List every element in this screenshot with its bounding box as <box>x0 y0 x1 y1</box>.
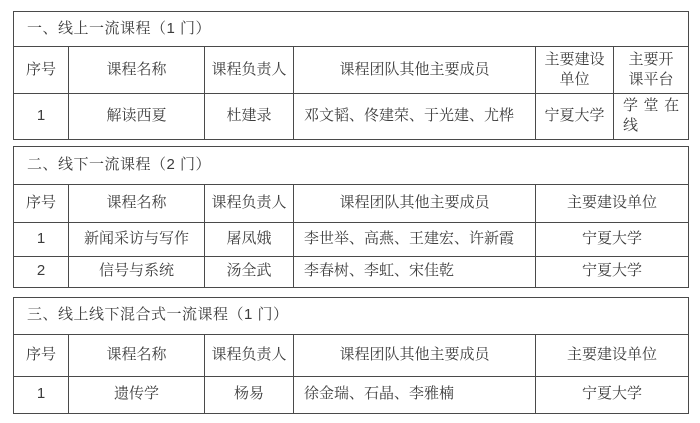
course-name-cell: 信号与系统 <box>69 256 205 287</box>
column-header-organization: 主要建设单位 <box>536 334 689 376</box>
seq-cell: 2 <box>14 256 69 287</box>
column-header-members: 课程团队其他主要成员 <box>294 334 536 376</box>
members-cell: 李世举、高燕、王建宏、许新霞 <box>294 222 536 256</box>
header-row <box>14 184 689 222</box>
section-title: 三、线上线下混合式一流课程（1 门） <box>14 297 689 334</box>
offline-courses-table <box>13 146 689 288</box>
section-title-row <box>14 146 689 184</box>
header-row <box>14 334 689 376</box>
section-title: 一、线上一流课程（1 门） <box>14 12 689 47</box>
blended-courses-table <box>13 297 689 414</box>
course-name-cell: 解读西夏 <box>69 94 205 140</box>
leader-cell: 杨易 <box>205 376 294 413</box>
seq-cell: 1 <box>14 94 69 140</box>
column-header-members: 课程团队其他主要成员 <box>294 47 536 94</box>
section-title: 二、线下一流课程（2 门） <box>14 146 689 184</box>
section-title-row <box>14 12 689 47</box>
leader-cell: 杜建录 <box>205 94 294 140</box>
organization-cell: 宁夏大学 <box>536 222 689 256</box>
column-header-platform: 主要开课平台 <box>614 47 689 94</box>
members-cell: 徐金瑞、石晶、李雅楠 <box>294 376 536 413</box>
table-row <box>14 222 689 256</box>
members-cell: 李春树、李虹、宋佳乾 <box>294 256 536 287</box>
column-header-leader: 课程负责人 <box>205 47 294 94</box>
column-header-course-name: 课程名称 <box>69 334 205 376</box>
section-title-row <box>14 297 689 334</box>
column-header-organization: 主要建设单位 <box>536 47 614 94</box>
column-header-seq: 序号 <box>14 47 69 94</box>
table-row <box>14 256 689 287</box>
table-row <box>14 94 689 140</box>
table-row <box>14 376 689 413</box>
course-name-cell: 遗传学 <box>69 376 205 413</box>
organization-cell: 宁夏大学 <box>536 376 689 413</box>
leader-cell: 屠凤娥 <box>205 222 294 256</box>
seq-cell: 1 <box>14 222 69 256</box>
column-header-seq: 序号 <box>14 184 69 222</box>
column-header-course-name: 课程名称 <box>69 47 205 94</box>
column-header-leader: 课程负责人 <box>205 334 294 376</box>
column-header-organization: 主要建设单位 <box>536 184 689 222</box>
column-header-leader: 课程负责人 <box>205 184 294 222</box>
members-cell: 邓文韬、佟建荣、于光建、尤桦 <box>294 94 536 140</box>
course-name-cell: 新闻采访与写作 <box>69 222 205 256</box>
online-courses-table <box>13 11 689 140</box>
platform-cell: 学堂在线 <box>614 94 689 140</box>
header-row <box>14 47 689 94</box>
column-header-course-name: 课程名称 <box>69 184 205 222</box>
column-header-members: 课程团队其他主要成员 <box>294 184 536 222</box>
column-header-seq: 序号 <box>14 334 69 376</box>
organization-cell: 宁夏大学 <box>536 94 614 140</box>
seq-cell: 1 <box>14 376 69 413</box>
leader-cell: 汤全武 <box>205 256 294 287</box>
organization-cell: 宁夏大学 <box>536 256 689 287</box>
